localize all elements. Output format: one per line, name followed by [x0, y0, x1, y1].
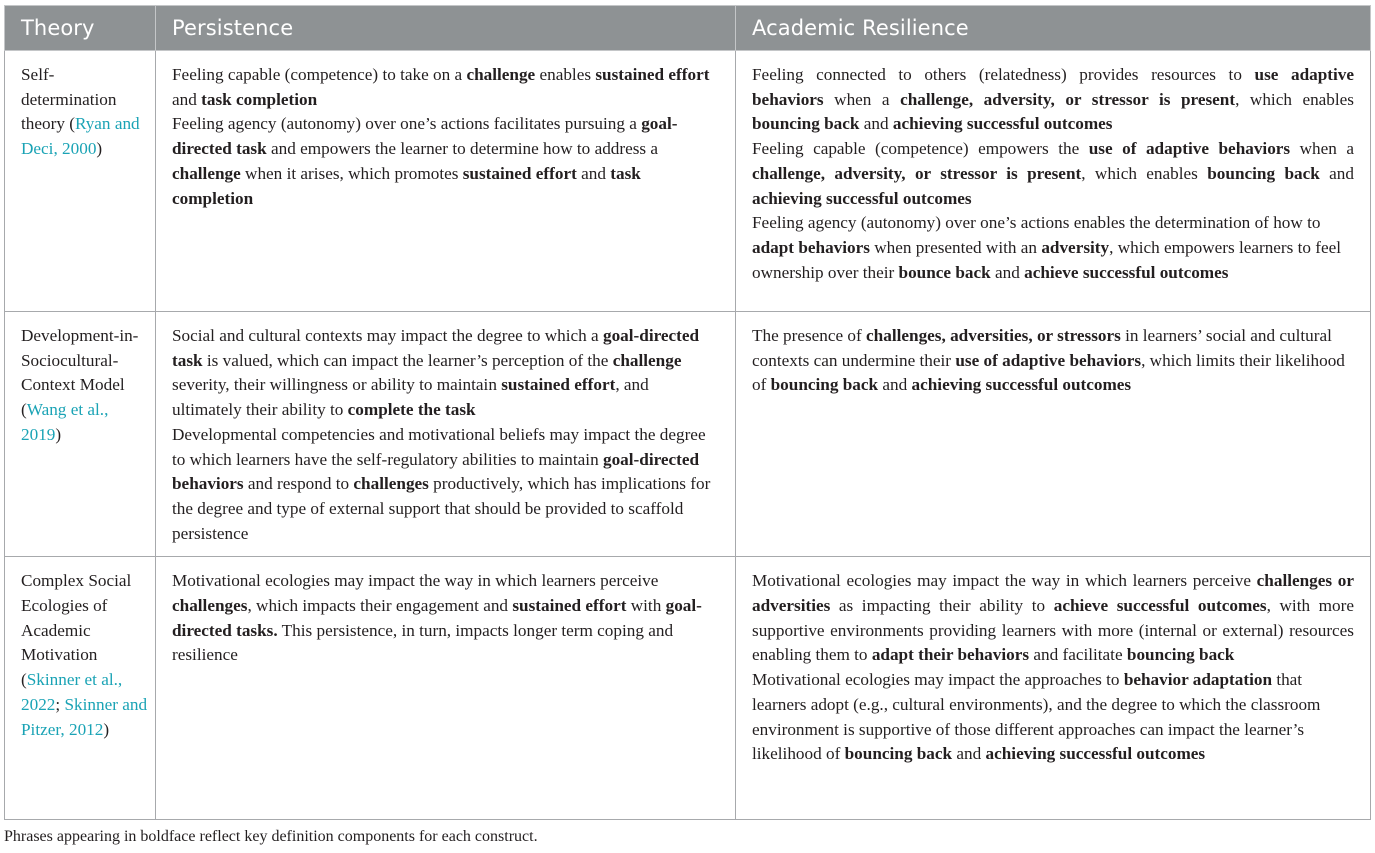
text-segment: and: [1319, 163, 1354, 183]
bold-key-phrase: achieving successful outcomes: [892, 114, 1113, 134]
text-segment: in learners’ social and cultural contexts can undermine their: [752, 326, 1332, 370]
bold-key-phrase: challenges, adversities, or stressors: [866, 326, 1121, 345]
text-segment: , which impacts their engagement and: [247, 596, 513, 616]
text-segment: Feeling connected to others (relatedness) provides resources to: [752, 65, 1255, 84]
theory-cell: [5, 51, 156, 312]
header-academic-resilience: Academic Resilience: [736, 6, 1371, 51]
table-row: [5, 51, 1371, 312]
text-segment: , which enables: [1235, 89, 1354, 109]
bold-key-phrase: bouncing back: [770, 375, 879, 395]
bold-key-phrase: goal-directed behaviors: [172, 449, 700, 494]
table-row: [5, 312, 1371, 557]
cell-paragraph: [752, 324, 1354, 398]
bold-key-phrase: goal-directed task: [172, 114, 678, 159]
citation-link[interactable]: Skinner et al., 2022: [21, 670, 123, 714]
text-segment: Feeling agency (autonomy) over one’s actions facilitates pursuing a: [172, 114, 642, 134]
text-segment: Motivational ecologies may impact the way in which learners perceive: [172, 571, 659, 591]
text-segment: and: [878, 375, 912, 395]
bold-key-phrase: sustained effort: [512, 596, 627, 616]
bold-key-phrase: sustained effort: [595, 65, 710, 84]
text-segment: when a: [823, 89, 901, 109]
bold-key-phrase: bounce back: [898, 262, 991, 282]
cell-paragraph: [752, 668, 1354, 767]
text-segment: ;: [55, 694, 65, 714]
text-segment: when presented with an: [869, 237, 1042, 257]
text-segment: Development-in-Sociocultural-Context Model (: [21, 326, 139, 420]
constructs-table: [4, 5, 1371, 820]
bold-key-phrase: use adaptive behaviors: [752, 65, 1354, 109]
theory-cell: [5, 312, 156, 557]
text-segment: and: [576, 163, 611, 183]
text-segment: Social and cultural contexts may impact the degree to which a: [172, 326, 603, 345]
bold-key-phrase: achieve successful outcomes: [1053, 596, 1267, 616]
resilience-cell: [736, 557, 1371, 820]
theory-cell: [5, 557, 156, 820]
bold-key-phrase: goal-directed task: [172, 326, 700, 370]
constructs-table-container: [4, 5, 1370, 820]
text-segment: Feeling capable (competence) to take on a: [172, 65, 467, 84]
cell-paragraph: [172, 112, 719, 211]
text-segment: ): [55, 424, 62, 444]
bold-key-phrase: behavior adaptation: [1123, 670, 1273, 690]
text-segment: Feeling agency (autonomy) over one’s actions enables the determination of how to: [752, 213, 1321, 233]
text-segment: severity, their willingness or ability to maintain: [172, 375, 502, 395]
bold-key-phrase: challenges: [353, 474, 429, 494]
text-segment: , which empowers learners to feel ownership over their: [752, 237, 1342, 282]
bold-key-phrase: sustained effort: [462, 163, 577, 183]
bold-key-phrase: achieving successful outcomes: [911, 375, 1132, 395]
bold-key-phrase: challenge, adversity, or stressor is present: [752, 163, 1082, 183]
bold-key-phrase: use of adaptive behaviors: [955, 350, 1142, 370]
text-segment: when a: [1290, 139, 1355, 159]
text-segment: This persistence, in turn, impacts longer term coping and resilience: [172, 620, 674, 665]
table-row: [5, 557, 1371, 820]
bold-key-phrase: bouncing back: [752, 114, 860, 134]
text-segment: is valued, which can impact the learner’s perception of the: [202, 350, 613, 370]
bold-key-phrase: challenge: [172, 163, 241, 183]
bold-key-phrase: adapt their behaviors: [871, 645, 1030, 665]
persistence-cell: [156, 312, 736, 557]
citation-link[interactable]: Wang et al., 2019: [21, 400, 109, 444]
bold-key-phrase: task completion: [201, 89, 318, 109]
text-segment: with: [626, 596, 666, 616]
citation-link[interactable]: Ryan and Deci, 2000: [21, 114, 140, 159]
text-segment: productively, which has implications for the degree and type of external support that should be provided to scaffold persistence: [172, 474, 711, 543]
bold-key-phrase: complete the task: [347, 400, 476, 420]
text-segment: and facilitate: [1029, 645, 1127, 665]
bold-key-phrase: achieving successful outcomes: [752, 188, 972, 208]
text-segment: and respond to: [243, 474, 354, 494]
bold-key-phrase: adapt behaviors: [752, 237, 870, 257]
text-segment: Self-determination theory (: [21, 65, 117, 134]
text-segment: and: [952, 744, 986, 764]
text-segment: when it arises, which promotes: [240, 163, 463, 183]
cell-paragraph: [752, 569, 1354, 668]
text-segment: ): [103, 719, 110, 739]
bold-key-phrase: challenges or adversities: [752, 571, 1355, 616]
bold-key-phrase: challenge: [612, 350, 682, 370]
text-segment: Feeling capable (competence) empowers the: [752, 139, 1089, 159]
text-segment: Motivational ecologies may impact the way in which learners perceive: [752, 571, 1257, 591]
text-segment: and empowers the learner to determine how to address a: [266, 139, 659, 159]
cell-paragraph: [752, 63, 1354, 137]
text-segment: Complex Social Ecologies of Academic Motivation (: [21, 571, 132, 690]
cell-paragraph: [172, 423, 719, 547]
bold-key-phrase: bouncing back: [1126, 645, 1235, 665]
bold-key-phrase: adversity: [1041, 237, 1110, 257]
text-segment: as impacting their ability to: [830, 596, 1054, 616]
bold-key-phrase: challenge: [466, 65, 536, 84]
bold-key-phrase: task completion: [172, 163, 641, 208]
text-segment: ): [96, 139, 103, 159]
text-segment: , which limits their likelihood of: [752, 350, 1345, 395]
cell-paragraph: [172, 63, 719, 112]
text-segment: that learners adopt (e.g., cultural environments), and the degree to which the classroom environment is supportive of those different approaches can impact the learner’s likelihood of: [752, 670, 1321, 764]
text-segment: and: [990, 262, 1025, 282]
bold-key-phrase: achieving successful outcomes: [985, 744, 1206, 764]
bold-key-phrase: bouncing back: [844, 744, 953, 764]
resilience-cell: [736, 312, 1371, 557]
text-segment: , and ultimately their ability to: [172, 375, 649, 420]
text-segment: Motivational ecologies may impact the approaches to: [752, 670, 1124, 690]
bold-key-phrase: use of adaptive behaviors: [1088, 139, 1291, 159]
bold-key-phrase: achieve successful outcomes: [1024, 262, 1229, 282]
cell-paragraph: [172, 569, 719, 668]
header-persistence: Persistence: [156, 6, 736, 51]
text-segment: Developmental competencies and motivational beliefs may impact the degree to which learners have the self-regulatory abilities to maintain: [172, 424, 706, 469]
bold-key-phrase: goal-directed tasks.: [172, 596, 702, 640]
bold-key-phrase: challenge, adversity, or stressor is present: [900, 89, 1236, 109]
text-segment: and: [172, 89, 202, 109]
bold-key-phrase: bouncing back: [1207, 163, 1320, 183]
persistence-cell: [156, 51, 736, 312]
resilience-cell: [736, 51, 1371, 312]
bold-key-phrase: challenges: [172, 596, 248, 616]
citation-link[interactable]: Skinner and Pitzer, 2012: [21, 694, 148, 739]
cell-paragraph: [752, 137, 1354, 211]
cell-paragraph: [172, 324, 719, 423]
text-segment: The presence of: [752, 326, 867, 345]
header-theory: Theory: [5, 6, 156, 51]
text-segment: , with more supportive environments providing learners with more (internal or external) resources enabling them to: [752, 596, 1354, 665]
bold-key-phrase: sustained effort: [501, 375, 616, 395]
table-footnote: Phrases appearing in boldface reflect key definition components for each construct.: [4, 828, 538, 845]
table-header-row: [5, 6, 1371, 51]
cell-paragraph: [752, 211, 1354, 285]
persistence-cell: [156, 557, 736, 820]
text-segment: and: [859, 114, 893, 134]
text-segment: , which enables: [1081, 163, 1208, 183]
text-segment: enables: [535, 65, 596, 84]
